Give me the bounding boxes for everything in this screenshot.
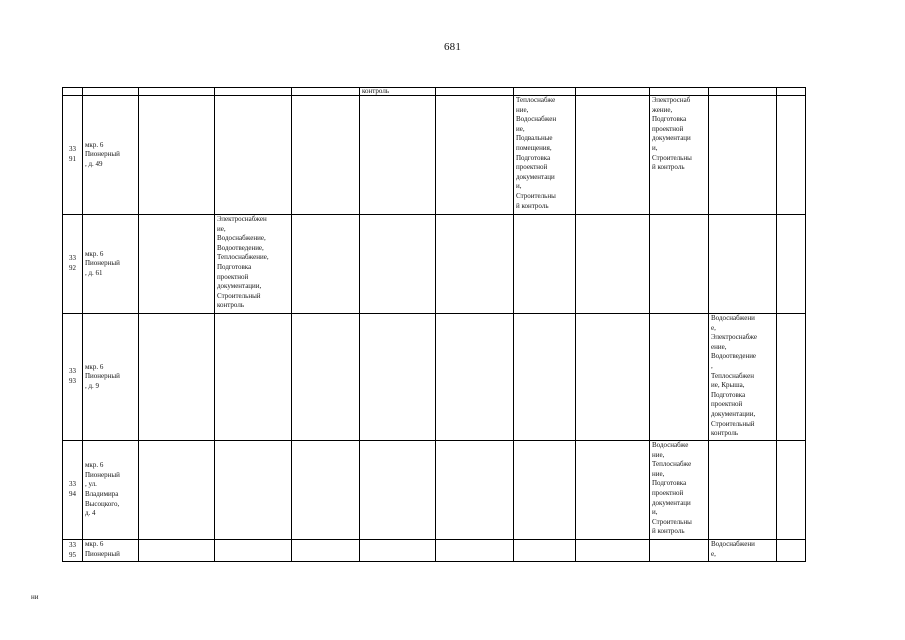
works-cell: Электроснабжен ие, Водоснабжение, Водоотведение, Теплоснабжение, Подготовка проектной документации, Строительный контроль bbox=[215, 215, 292, 314]
row-number: 33 95 bbox=[63, 540, 83, 562]
works-cell: Теплоснабже ние, Водоснабжен ие, Подвальные помещения, Подготовка проектной документаци и, Строительны й контроль bbox=[514, 96, 576, 215]
continuation-cell: контроль bbox=[360, 88, 436, 96]
row-number: 33 93 bbox=[63, 314, 83, 441]
works-cell: Водоснабжени е, Электроснабже ение, Водоотведение , Теплоснабжен ие, Крыша, Подготовка проектной документации, Строительный контроль bbox=[709, 314, 777, 441]
works-cell: Водоснабжени е, bbox=[709, 540, 777, 562]
row-number: 33 92 bbox=[63, 215, 83, 314]
address-cell: мкр. 6 Пионерный , ул. Владимира Высоцкого, д. 4 bbox=[83, 441, 139, 540]
address-cell: мкр. 6 Пионерный , д. 9 bbox=[83, 314, 139, 441]
row-number: 33 94 bbox=[63, 441, 83, 540]
row-number: 33 91 bbox=[63, 96, 83, 215]
works-cell: Водоснабже ние, Теплоснабже ние, Подготовка проектной документаци и, Строительны й контроль bbox=[650, 441, 709, 540]
works-cell: Электроснаб жение, Подготовка проектной документаци и, Строительны й контроль bbox=[650, 96, 709, 215]
table-row bbox=[63, 96, 806, 215]
address-cell: мкр. 6 Пионерный bbox=[83, 540, 139, 562]
page-number: 681 bbox=[443, 41, 462, 53]
footer-mark: ни bbox=[31, 593, 39, 601]
table-row bbox=[63, 540, 806, 562]
table-row-continuation bbox=[63, 88, 806, 96]
table-row bbox=[63, 441, 806, 540]
address-cell: мкр. 6 Пионерный , д. 61 bbox=[83, 215, 139, 314]
table-row bbox=[63, 314, 806, 441]
table-row bbox=[63, 215, 806, 314]
address-cell: мкр. 6 Пионерный , д. 49 bbox=[83, 96, 139, 215]
housing-works-table bbox=[62, 87, 806, 562]
